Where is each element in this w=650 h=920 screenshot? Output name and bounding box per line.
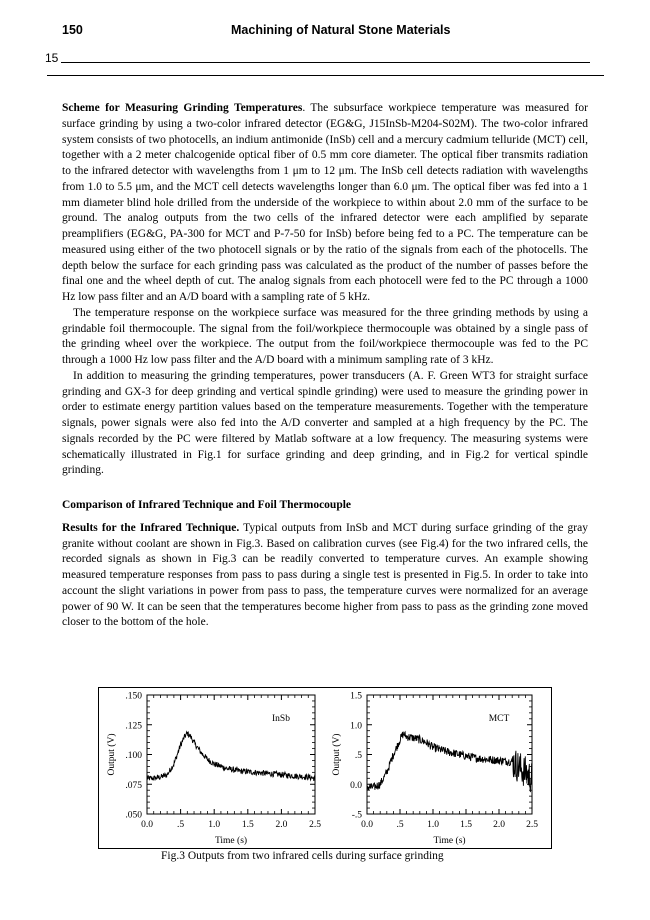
y-axis-label: Output (V) [332, 733, 342, 776]
series-label: InSb [272, 714, 290, 724]
x-tick-label: 2.0 [493, 820, 505, 830]
paragraph-text: Typical outputs from InSb and MCT during surface grinding of the gray granite without coolant are shown in Fig.3. Based on calibration curves (see Fig.4) for the two infrared cells, the recorded signals as shown in Fig.3 can be readily converted to temperature curves. An example showing measured temperature responses from pass to pass during a single test is presented in Fig.5. In order to take into account the slight variations in power from pass to pass, the temperature curves were normalized for an average power of 90 W. It can be seen that the temperatures become higher from pass to pass as the grinding zone moved closer to the bottom of the hole. [62, 521, 588, 629]
y-tick-label: 1.0 [350, 721, 362, 732]
y-tick-label: 1.5 [350, 691, 362, 702]
line-number: 15 [45, 51, 59, 65]
x-tick-label: 2.5 [526, 820, 538, 830]
y-tick-label: .150 [125, 691, 142, 702]
section-heading: Scheme for Measuring Grinding Temperatures [62, 102, 303, 114]
paragraph [62, 521, 588, 631]
figure-3-charts [99, 688, 553, 850]
y-tick-label: .100 [125, 751, 142, 761]
y-tick-label: 0.0 [350, 780, 362, 791]
series-label: MCT [488, 714, 510, 724]
subsection-heading: Results for the Infrared Technique. [62, 521, 240, 534]
x-tick-label: .5 [177, 820, 185, 830]
y-tick-label: .125 [125, 721, 142, 732]
y-tick-label: .050 [125, 810, 142, 821]
x-tick-label: 1.0 [427, 820, 439, 830]
figure-3 [98, 687, 552, 849]
x-tick-label: 0.0 [141, 820, 153, 830]
paragraph [62, 101, 588, 306]
header-rule-bottom [47, 75, 604, 76]
x-axis-label: Time (s) [433, 836, 466, 846]
header-rule-top [61, 62, 590, 63]
x-tick-label: 1.5 [241, 820, 254, 830]
x-tick-label: 2.5 [309, 820, 321, 830]
x-tick-label: 1.5 [460, 820, 472, 830]
series-line [367, 732, 532, 793]
y-tick-label: .5 [354, 751, 362, 761]
x-tick-label: 0.0 [361, 820, 373, 830]
figure-caption: Fig.3 Outputs from two infrared cells during surface grinding [161, 850, 444, 862]
paragraph: In addition to measuring the grinding temperatures, power transducers (A. F. Green WT3 for straight surface grinding and GX-3 for deep grinding and vertical spindle grinding) were used to measure the grinding power in order to estimate energy partition values based on the temperature measurements. Together with the temperature signals, power signals were also fed into the A/D converter and sampled at a high frequency by the PC. The signals recorded by the PC were filtered by Matlab software at a low frequency. The measuring systems were schematically illustrated in Fig.1 for surface grinding and deep grinding, and in Fig.2 for vertical spindle grinding. [62, 369, 588, 477]
y-axis-label: Output (V) [107, 733, 117, 776]
section-heading: Comparison of Infrared Technique and Foil Thermocouple [62, 499, 352, 511]
y-tick-label: -.5 [351, 810, 362, 821]
x-axis-label: Time (s) [214, 836, 248, 846]
book-title: Machining of Natural Stone Materials [231, 23, 451, 37]
paragraph: The temperature response on the workpiece surface was measured for the three grinding methods by using a grindable foil thermocouple. The signal from the foil/workpiece thermocouple was obtained by a single pass of the grinding wheel over the workpiece. The output from the foil/workpiece thermocouple was fed to the PC through a 1000 Hz low pass filter and the A/D board with a minimum sampling rate of 3 kHz. [62, 306, 588, 366]
page-number: 150 [62, 23, 83, 37]
x-tick-label: 1.0 [208, 820, 221, 830]
x-tick-label: 2.0 [275, 820, 288, 830]
body-text [62, 101, 588, 631]
plot-frame [147, 695, 315, 814]
series-line [147, 731, 315, 781]
paragraph-text: . The subsurface workpiece temperature was measured for surface grinding by using a two-color infrared detector (EG&G, J15InSb-M204-S02M). The two-color infrared system consists of two photocells, an indium antimonide (InSb) cell and a mercury cadmium telluride (MCT) cell, together with a 2 meter chalcogenide optical fiber of 0.5 mm core diameter. The optical fiber transmits radiation to the infrared detector with wavelengths from 1 μm to 12 μm. The InSb cell detects radiation with wavelengths from 1.0 to 5.5 μm, and the MCT cell detects wavelengths longer than 6.0 μm. The optical fiber was fed into a 1 mm diameter blind hole drilled from the underside of the workpiece to within about 2.0 mm of the surface to be ground. The analog outputs from the two cells of the infrared detector were each amplified by separate preamplifiers (EG&G, PA-300 for MCT and P-7-50 for InSb) before being fed to a PC. The temperature can be measured using either of the two photocell signals or by the ratio of the signals from each of the photocells. The depth below the surface for each grinding pass was calculated as the product of the number of passes before the final one and the wheel depth of cut. The analog signals from each photocell were fed to the PC through a 1000 Hz low pass filter and an A/D board with a sampling rate of 5 kHz. [62, 102, 588, 303]
x-tick-label: .5 [396, 820, 404, 830]
y-tick-label: .075 [125, 780, 142, 791]
